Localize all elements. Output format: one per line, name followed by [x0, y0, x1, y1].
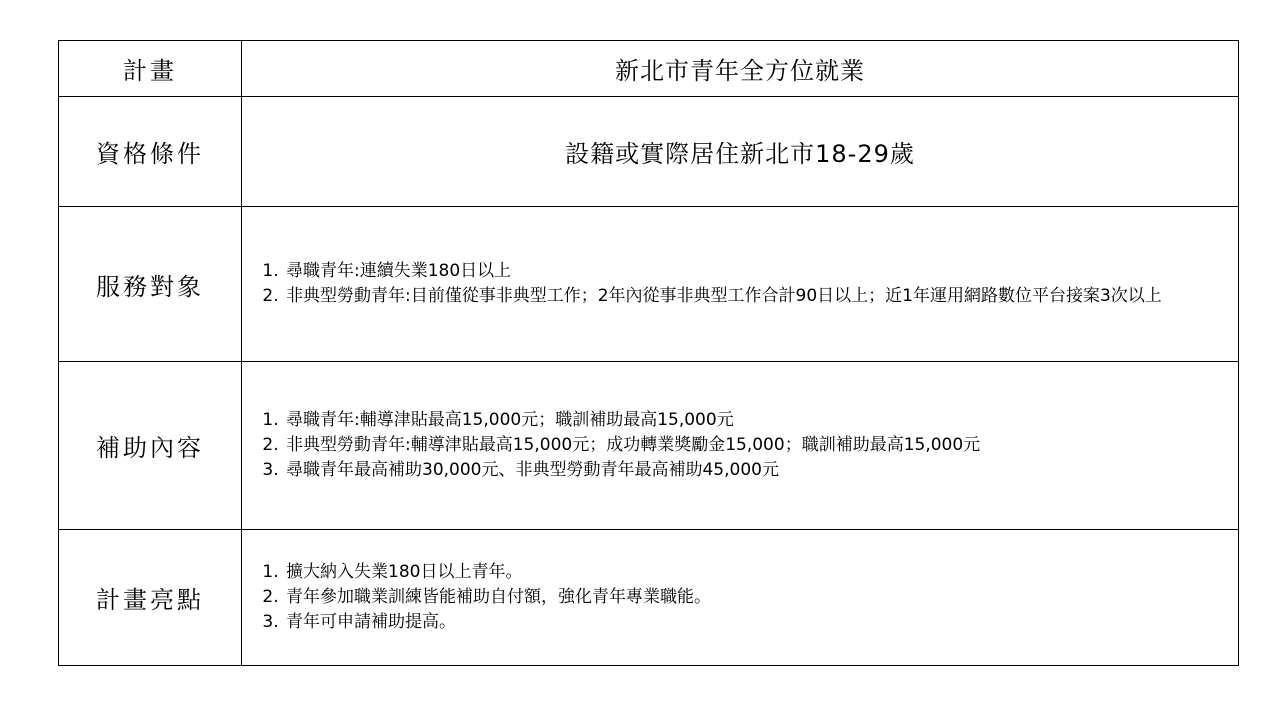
row-label: 補助內容 — [59, 362, 242, 530]
subsidy-list-cell — [242, 362, 1239, 530]
target-list-cell — [242, 207, 1239, 362]
row-subsidy — [59, 362, 1239, 530]
row-label: 計畫 — [59, 41, 242, 97]
program-table — [58, 40, 1239, 666]
row-program — [59, 41, 1239, 97]
list-item: 2. 非典型勞動青年:目前僅從事非典型工作；2年內從事非典型工作合計90日以上；近1年運用網路數位平台接案3次以上 — [284, 284, 1228, 309]
list-item: 1. 尋職青年:輔導津貼最高15,000元；職訓補助最高15,000元 — [284, 408, 1228, 433]
eligibility-text: 設籍或實際居住新北市18-29歲 — [242, 97, 1239, 207]
list-item: 1. 擴大納入失業180日以上青年。 — [284, 560, 1228, 585]
list-item: 3. 青年可申請補助提高。 — [284, 610, 1228, 635]
list-item: 1. 尋職青年:連續失業180日以上 — [284, 259, 1228, 284]
list-item: 2. 非典型勞動青年:輔導津貼最高15,000元；成功轉業獎勵金15,000；職訓補助最高15,000元 — [284, 433, 1228, 458]
target-list — [254, 259, 1228, 309]
highlights-list — [254, 560, 1228, 635]
row-target — [59, 207, 1239, 362]
subsidy-list — [254, 408, 1228, 483]
row-label: 資格條件 — [59, 97, 242, 207]
row-label: 服務對象 — [59, 207, 242, 362]
list-item: 3. 尋職青年最高補助30,000元、非典型勞動青年最高補助45,000元 — [284, 458, 1228, 483]
row-eligibility — [59, 97, 1239, 207]
row-label: 計畫亮點 — [59, 530, 242, 666]
highlights-list-cell — [242, 530, 1239, 666]
list-item: 2. 青年參加職業訓練皆能補助自付額，強化青年專業職能。 — [284, 585, 1228, 610]
row-highlights — [59, 530, 1239, 666]
program-name: 新北市青年全方位就業 — [242, 41, 1239, 97]
